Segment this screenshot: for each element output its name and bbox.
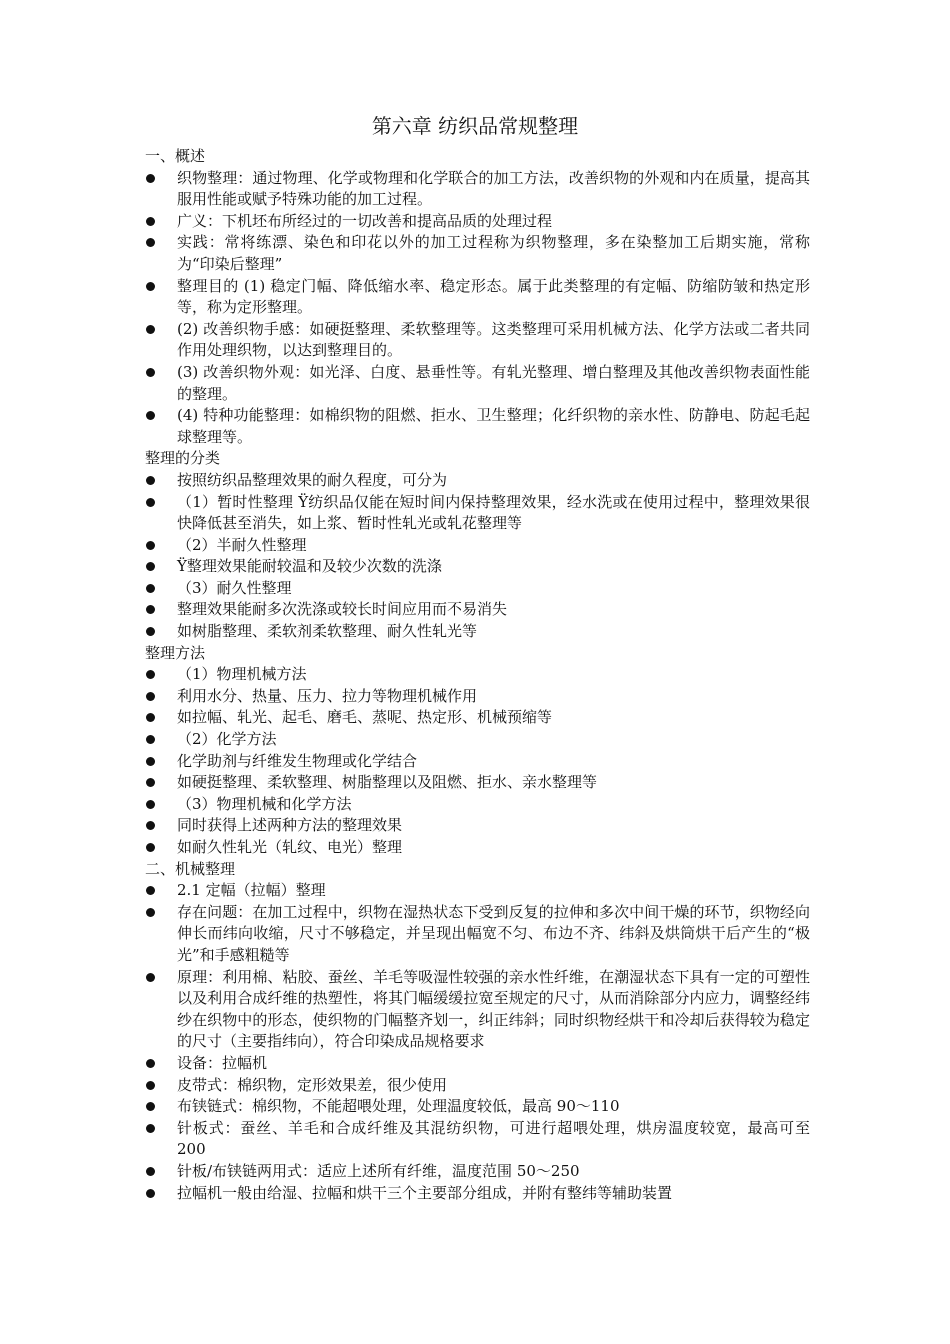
section-heading: 二、机械整理 — [145, 859, 236, 878]
bullet-text: （1）暂时性整理 Ÿ纺织品仅能在短时间内保持整理效果，经水洗或在使用过程中，整理效果很快降低甚至消失，如上浆、暂时性轧光或轧花整理等 — [177, 492, 810, 533]
bullet-dot-icon — [146, 800, 155, 809]
bullet-dot-icon — [146, 908, 155, 917]
bullet-item — [145, 794, 810, 816]
bullet-text: 同时获得上述两种方法的整理效果 — [177, 816, 403, 835]
bullet-dot-icon — [146, 1189, 155, 1198]
bullet-text: （3）物理机械和化学方法 — [177, 794, 352, 813]
bullet-dot-icon — [146, 498, 155, 507]
bullet-text: 存在问题：在加工过程中，织物在湿热状态下受到反复的拉伸和多次中间干燥的环节，织物经向伸长而纬向收缩，尺寸不够稳定，并呈现出幅宽不匀、布边不齐、纬斜及烘筒烘干后产生的“极光”和手感粗糙等 — [177, 902, 810, 964]
bullet-dot-icon — [146, 692, 155, 701]
chapter-title: 第六章 纺织品常规整理 — [371, 114, 579, 138]
bullet-dot-icon — [146, 217, 155, 226]
bullet-item — [145, 405, 810, 448]
bullet-dot-icon — [146, 584, 155, 593]
bullet-item — [145, 1183, 810, 1205]
bullet-text: (4) 特种功能整理：如棉织物的阻燃、拒水、卫生整理；化纤织物的亲水性、防静电、防起毛起球整理等。 — [177, 406, 810, 446]
bullet-item — [145, 837, 810, 859]
bullet-item — [145, 967, 810, 1053]
bullet-item — [145, 815, 810, 837]
bullet-dot-icon — [146, 1081, 155, 1090]
bullet-text: 原理：利用棉、粘胶、蚕丝、羊毛等吸湿性较强的亲水性纤维，在潮湿状态下具有一定的可塑性以及利用合成纤维的热塑性，将其门幅缓缓拉宽至规定的尺寸，从而消除部分内应力，调整经纬纱在织物中的形态，使织物的门幅整齐划一，纠正纬斜；同时织物经烘干和冷却后获得较为稳定的尺寸（主要指纬向），符合印染成品规格要求 — [177, 967, 810, 1051]
bullet-text: Ÿ整理效果能耐较温和及较少次数的洗涤 — [177, 557, 442, 576]
bullet-item — [145, 902, 810, 967]
bullet-dot-icon — [146, 282, 155, 291]
bullet-dot-icon — [146, 735, 155, 744]
bullet-dot-icon — [146, 1059, 155, 1068]
section-heading: 整理的分类 — [145, 449, 221, 468]
bullet-item — [145, 1053, 810, 1075]
bullet-item — [145, 211, 810, 233]
bullet-item — [145, 232, 810, 275]
bullet-dot-icon — [146, 238, 155, 247]
bullet-item — [145, 729, 810, 751]
bullet-item — [145, 362, 810, 405]
bullet-item — [145, 707, 810, 729]
bullet-text: 化学助剂与纤维发生物理或化学结合 — [177, 751, 418, 770]
bullet-dot-icon — [146, 605, 155, 614]
bullet-dot-icon — [146, 1167, 155, 1176]
bullet-item — [145, 664, 810, 686]
bullet-dot-icon — [146, 973, 155, 982]
bullet-item — [145, 535, 810, 557]
bullet-text: 设备：拉幅机 — [177, 1053, 268, 1072]
bullet-text: （3）耐久性整理 — [177, 578, 292, 597]
bullet-dot-icon — [146, 541, 155, 550]
bullet-text: （1）物理机械方法 — [177, 665, 307, 684]
bullet-item — [145, 578, 810, 600]
bullet-text: 针板/布铗链两用式：适应上述所有纤维，温度范围 50～250 — [177, 1161, 580, 1180]
bullet-item — [145, 319, 810, 362]
bullet-dot-icon — [146, 757, 155, 766]
bullet-dot-icon — [146, 713, 155, 722]
bullet-dot-icon — [146, 368, 155, 377]
bullet-dot-icon — [146, 562, 155, 571]
bullet-item — [145, 1075, 810, 1097]
bullet-text: 织物整理：通过物理、化学或物理和化学联合的加工方法，改善织物的外观和内在质量，提高其服用性能或赋予特殊功能的加工过程。 — [177, 168, 810, 209]
document-body — [145, 146, 810, 1204]
bullet-dot-icon — [146, 1124, 155, 1133]
bullet-text: （2）化学方法 — [177, 730, 277, 749]
bullet-item — [145, 276, 810, 319]
bullet-item — [145, 772, 810, 794]
bullet-text: 整理目的 (1) 稳定门幅、降低缩水率、稳定形态。属于此类整理的有定幅、防缩防皱和热定形等，称为定形整理。 — [177, 276, 810, 317]
bullet-item — [145, 686, 810, 708]
bullet-text: 布铗链式：棉织物，不能超喂处理，处理温度较低，最高 90～110 — [177, 1097, 620, 1116]
bullet-item — [145, 880, 810, 902]
bullet-text: 拉幅机一般由给湿、拉幅和烘干三个主要部分组成，并附有整纬等辅助装置 — [177, 1183, 673, 1202]
bullet-dot-icon — [146, 670, 155, 679]
bullet-dot-icon — [146, 821, 155, 830]
bullet-item — [145, 599, 810, 621]
bullet-item — [145, 1161, 810, 1183]
bullet-text: 如拉幅、轧光、起毛、磨毛、蒸呢、热定形、机械预缩等 — [177, 708, 553, 727]
bullet-text: 针板式：蚕丝、羊毛和合成纤维及其混纺织物，可进行超喂处理，烘房温度较宽，最高可至 200 — [177, 1118, 810, 1159]
bullet-item — [145, 751, 810, 773]
section-heading: 整理方法 — [145, 643, 206, 662]
bullet-text: 广义：下机坯布所经过的一切改善和提高品质的处理过程 — [177, 211, 553, 230]
bullet-item — [145, 168, 810, 211]
bullet-dot-icon — [146, 1102, 155, 1111]
bullet-item — [145, 556, 810, 578]
bullet-text: 按照纺织品整理效果的耐久程度，可分为 — [177, 470, 448, 489]
bullet-text: 如硬挺整理、柔软整理、树脂整理以及阻燃、拒水、亲水整理等 — [177, 773, 598, 792]
bullet-item — [145, 492, 810, 535]
bullet-text: 皮带式：棉织物，定形效果差，很少使用 — [177, 1075, 448, 1094]
bullet-dot-icon — [146, 627, 155, 636]
section-heading: 一、概述 — [145, 147, 206, 165]
bullet-text: 利用水分、热量、压力、拉力等物理机械作用 — [177, 686, 478, 705]
bullet-item — [145, 621, 810, 643]
bullet-item — [145, 1118, 810, 1161]
bullet-text: 2.1 定幅（拉幅）整理 — [177, 881, 326, 900]
bullet-text: 如树脂整理、柔软剂柔软整理、耐久性轧光等 — [177, 622, 478, 641]
bullet-dot-icon — [146, 325, 155, 334]
bullet-dot-icon — [146, 886, 155, 895]
bullet-text: (2) 改善织物手感：如硬挺整理、柔软整理等。这类整理可采用机械方法、化学方法或二者共同作用处理织物，以达到整理目的。 — [177, 319, 810, 360]
bullet-dot-icon — [146, 778, 155, 787]
bullet-item — [145, 1096, 810, 1118]
bullet-dot-icon — [146, 411, 155, 420]
bullet-item — [145, 470, 810, 492]
bullet-text: （2）半耐久性整理 — [177, 535, 307, 554]
bullet-text: 如耐久性轧光（轧纹、电光）整理 — [177, 838, 403, 856]
bullet-dot-icon — [146, 843, 155, 852]
bullet-text: (3) 改善织物外观：如光泽、白度、悬垂性等。有轧光整理、增白整理及其他改善织物表面性能的整理。 — [177, 362, 810, 403]
bullet-dot-icon — [146, 174, 155, 183]
bullet-text: 整理效果能耐多次洗涤或较长时间应用而不易消失 — [177, 600, 508, 619]
bullet-dot-icon — [146, 476, 155, 485]
bullet-text: 实践：常将练漂、染色和印花以外的加工过程称为织物整理，多在染整加工后期实施，常称为“印染后整理” — [177, 233, 810, 273]
